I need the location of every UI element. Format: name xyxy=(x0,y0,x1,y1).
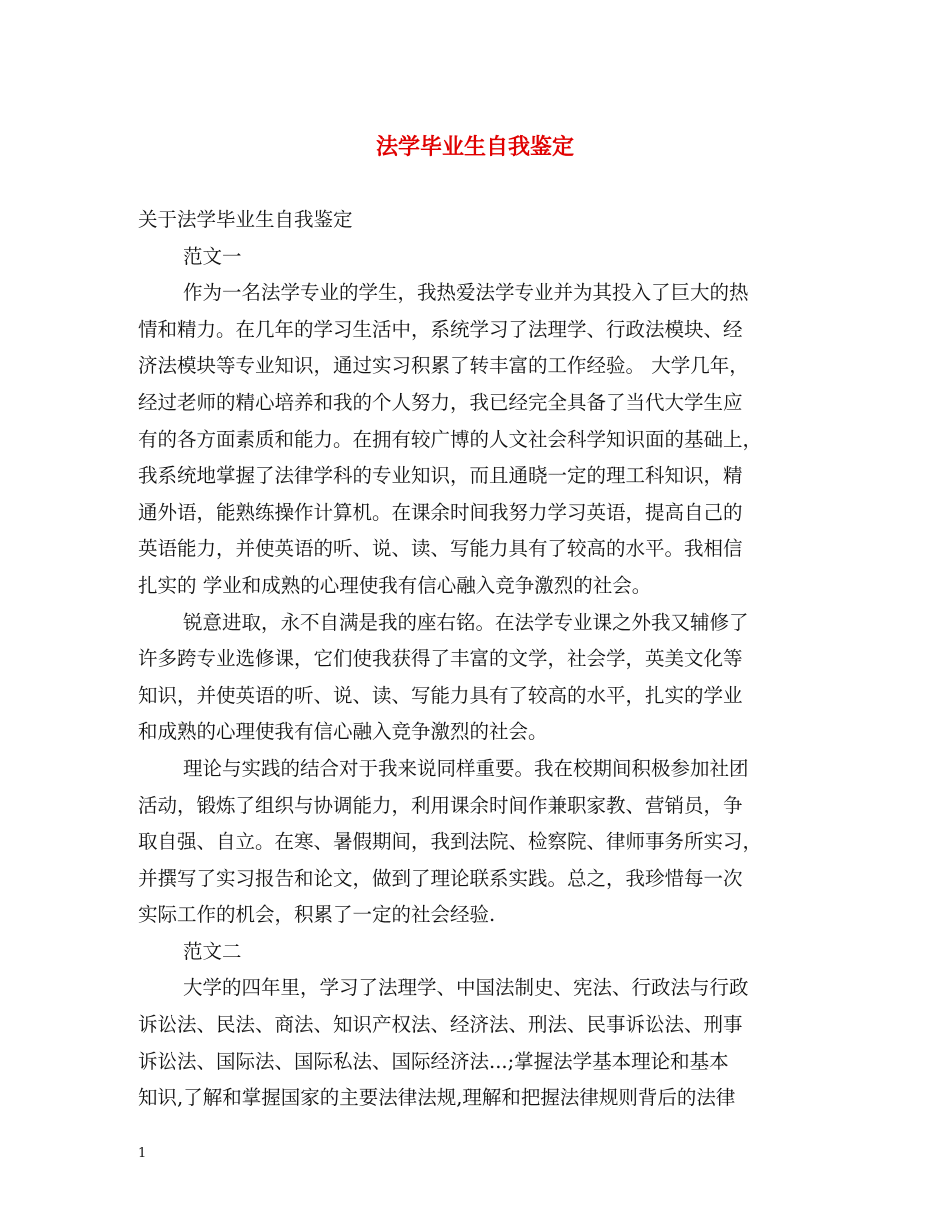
page-number: 1 xyxy=(138,1146,147,1161)
text-line: 我系统地掌握了法律学科的专业知识，而且通晓一定的理工科知识，精 xyxy=(138,464,743,488)
document-body xyxy=(138,202,828,1117)
text-line: 情和精力。在几年的学习生活中，系统学习了法理学、行政法模块、经 xyxy=(138,317,743,341)
section-heading: 范文二 xyxy=(183,939,242,963)
text-line: 英语能力，并使英语的听、说、读、写能力具有了较高的水平。我相信 xyxy=(138,537,743,561)
text-line: 经过老师的精心培养和我的个人努力，我已经完全具备了当代大学生应 xyxy=(138,390,743,414)
text-line: 作为一名法学专业的学生，我热爱法学专业并为其投入了巨大的热 xyxy=(183,281,749,305)
text-line: 关于法学毕业生自我鉴定 xyxy=(138,208,353,231)
text-line: 取自强、自立。在寒、暑假期间，我到法院、检察院、律师事务所实习， xyxy=(138,830,763,854)
text-line: 活动，锻炼了组织与协调能力，利用课余时间作兼职家教、营销员，争 xyxy=(138,793,743,817)
text-line: 诉讼法、民法、商法、知识产权法、经济法、刑法、民事诉讼法、刑事 xyxy=(138,1013,743,1037)
text-line: 许多跨专业选修课，它们使我获得了丰富的文学，社会学，英美文化等 xyxy=(138,647,743,671)
document-title: 法学毕业生自我鉴定 xyxy=(375,134,574,160)
text-line: 实际工作的机会，积累了一定的社会经验. xyxy=(138,903,496,927)
text-line: 知识，并使英语的听、说、读、写能力具有了较高的水平，扎实的学业 xyxy=(138,683,743,707)
text-line: 理论与实践的结合对于我来说同样重要。我在校期间积极参加社团 xyxy=(183,756,749,780)
text-line: 通外语，能熟练操作计算机。在课余时间我努力学习英语，提高自己的 xyxy=(138,500,743,524)
text-line: 有的各方面素质和能力。在拥有较广博的人文社会科学知识面的基础上， xyxy=(138,427,763,451)
text-line: 诉讼法、国际法、国际私法、国际经济法...;掌握法学基本理论和基本 xyxy=(138,1049,729,1073)
text-line: 扎实的 学业和成熟的心理使我有信心融入竞争激烈的社会。 xyxy=(138,573,652,597)
text-line: 和成熟的心理使我有信心融入竞争激烈的社会。 xyxy=(138,720,548,744)
text-line: 济法模块等专业知识，通过实习积累了转丰富的工作经验。 大学几年， xyxy=(138,354,749,378)
text-line: 知识,了解和掌握国家的主要法律法规,理解和把握法律规则背后的法律 xyxy=(138,1086,736,1110)
text-line: 并撰写了实习报告和论文，做到了理论联系实践。总之，我珍惜每一次 xyxy=(138,866,743,890)
section-heading: 范文一 xyxy=(183,244,242,268)
text-line: 大学的四年里，学习了法理学、中国法制史、宪法、行政法与行政 xyxy=(183,976,749,1000)
text-line: 锐意进取，永不自满是我的座右铭。在法学专业课之外我又辅修了 xyxy=(183,610,749,634)
